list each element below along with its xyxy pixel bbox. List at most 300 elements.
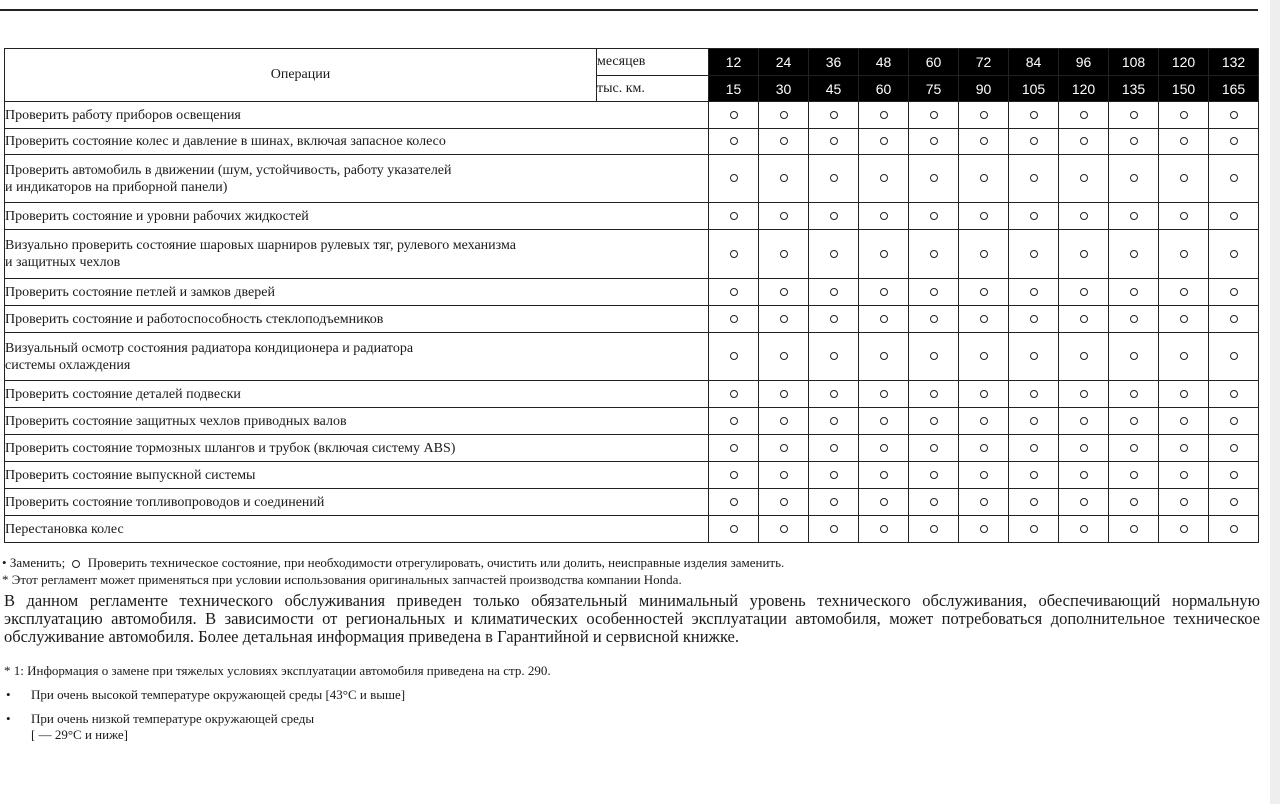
schedule-cell	[959, 230, 1009, 279]
schedule-cell	[759, 129, 809, 155]
schedule-cell	[759, 435, 809, 462]
months-value: 84	[1009, 49, 1059, 76]
schedule-cell	[809, 408, 859, 435]
operation-label	[5, 279, 709, 306]
check-circle-icon	[980, 352, 988, 360]
check-circle-icon	[1130, 174, 1138, 182]
schedule-cell	[759, 203, 809, 230]
check-circle-icon	[830, 352, 838, 360]
check-circle-icon	[930, 315, 938, 323]
check-circle-icon	[780, 315, 788, 323]
check-circle-icon	[780, 137, 788, 145]
check-circle-icon	[830, 444, 838, 452]
check-circle-icon	[1230, 212, 1238, 220]
check-circle-icon	[780, 288, 788, 296]
check-circle-icon	[1230, 315, 1238, 323]
schedule-cell	[1059, 381, 1109, 408]
schedule-cell	[859, 333, 909, 381]
schedule-cell	[1159, 129, 1209, 155]
schedule-cell	[1109, 306, 1159, 333]
km-value: 60	[859, 76, 909, 102]
schedule-cell	[1059, 155, 1109, 203]
page-edge	[1270, 0, 1280, 804]
check-circle-icon	[880, 525, 888, 533]
check-circle-icon	[880, 352, 888, 360]
schedule-cell	[809, 435, 859, 462]
check-circle-icon	[980, 471, 988, 479]
operation-label-line: и индикаторов на приборной панели)	[5, 179, 228, 195]
schedule-cell	[1009, 279, 1059, 306]
check-circle-icon	[1030, 250, 1038, 258]
operation-label	[5, 489, 709, 516]
main-paragraph: В данном регламенте технического обслуживания приведен только обязательный минимальный уровень технического обслуживания, обеспечивающий нормальную эксплуатацию автомобиля. В зависимости от региональных и климатических особенностей эксплуатации автомобиля, может потребоваться дополнительное техническое обслуживание автомобиля. Более детальная информация приведена в Гарантийной и сервисной книжке.	[4, 591, 1260, 646]
operation-label-line: Проверить состояние топливопроводов и соединений	[5, 494, 325, 510]
check-circle-icon	[1230, 525, 1238, 533]
schedule-cell	[1159, 155, 1209, 203]
schedule-cell	[1159, 333, 1209, 381]
schedule-cell	[859, 279, 909, 306]
operation-label-line: Перестановка колес	[5, 521, 124, 537]
schedule-cell	[909, 516, 959, 543]
schedule-cell	[859, 129, 909, 155]
replace-text: Заменить;	[9, 555, 66, 570]
bullet-symbol: •	[6, 687, 11, 702]
check-circle-icon	[880, 250, 888, 258]
schedule-cell	[709, 129, 759, 155]
check-circle-icon	[780, 250, 788, 258]
schedule-cell	[1209, 279, 1259, 306]
check-circle-icon	[1030, 471, 1038, 479]
operation-label	[5, 435, 709, 462]
check-circle-icon	[830, 525, 838, 533]
km-value: 30	[759, 76, 809, 102]
schedule-cell	[959, 279, 1009, 306]
bullet-low-temp-text: При очень низкой температуре окружающей среды	[31, 711, 315, 726]
schedule-cell	[1009, 516, 1059, 543]
km-value: 75	[909, 76, 959, 102]
check-circle-icon	[1180, 525, 1188, 533]
schedule-cell	[1109, 516, 1159, 543]
check-circle-icon	[1080, 174, 1088, 182]
legend-line-1	[0, 554, 1264, 571]
schedule-cell	[959, 102, 1009, 129]
check-circle-icon	[1230, 250, 1238, 258]
schedule-cell	[859, 408, 909, 435]
check-circle-icon	[1030, 212, 1038, 220]
schedule-cell	[759, 279, 809, 306]
bullet-symbol: •	[6, 711, 11, 726]
schedule-cell	[959, 381, 1009, 408]
check-circle-icon	[780, 212, 788, 220]
operation-label	[5, 381, 709, 408]
schedule-cell	[1109, 155, 1159, 203]
schedule-cell	[809, 306, 859, 333]
check-circle-icon	[1080, 417, 1088, 425]
schedule-cell	[1109, 102, 1159, 129]
check-circle-icon	[830, 288, 838, 296]
operation-label	[5, 408, 709, 435]
schedule-cell	[759, 381, 809, 408]
check-circle-icon	[980, 444, 988, 452]
schedule-cell	[1059, 333, 1109, 381]
schedule-cell	[1009, 306, 1059, 333]
schedule-cell	[1059, 462, 1109, 489]
maintenance-schedule-table	[4, 48, 1259, 543]
operation-label-line: и защитных чехлов	[5, 255, 121, 270]
schedule-cell	[1159, 516, 1209, 543]
check-circle-icon	[730, 417, 738, 425]
schedule-cell	[1209, 435, 1259, 462]
check-circle-icon	[1080, 498, 1088, 506]
months-value: 120	[1159, 49, 1209, 76]
schedule-cell	[1159, 408, 1209, 435]
schedule-cell	[1209, 489, 1259, 516]
check-circle-icon	[1180, 390, 1188, 398]
table-row	[5, 155, 1259, 203]
check-circle-icon	[1030, 417, 1038, 425]
check-circle-icon	[1130, 288, 1138, 296]
check-circle-icon	[730, 212, 738, 220]
check-circle-icon	[1130, 137, 1138, 145]
check-circle-icon	[72, 560, 80, 568]
schedule-cell	[959, 489, 1009, 516]
schedule-cell	[1109, 333, 1159, 381]
check-circle-icon	[1180, 315, 1188, 323]
schedule-cell	[709, 462, 759, 489]
schedule-cell	[759, 462, 809, 489]
check-circle-icon	[1030, 288, 1038, 296]
check-circle-icon	[780, 111, 788, 119]
operation-label	[5, 516, 709, 543]
check-circle-icon	[1130, 111, 1138, 119]
schedule-cell	[909, 306, 959, 333]
check-circle-icon	[880, 137, 888, 145]
schedule-cell	[1209, 102, 1259, 129]
schedule-cell	[1009, 230, 1059, 279]
schedule-cell	[859, 516, 909, 543]
schedule-cell	[959, 155, 1009, 203]
schedule-cell	[1109, 381, 1159, 408]
check-circle-icon	[780, 525, 788, 533]
table-row	[5, 102, 1259, 129]
check-circle-icon	[1080, 250, 1088, 258]
check-circle-icon	[830, 174, 838, 182]
schedule-cell	[859, 203, 909, 230]
schedule-cell	[709, 381, 759, 408]
schedule-cell	[809, 516, 859, 543]
months-value: 108	[1109, 49, 1159, 76]
schedule-cell	[1209, 516, 1259, 543]
schedule-cell	[759, 408, 809, 435]
check-circle-icon	[1180, 250, 1188, 258]
months-value: 72	[959, 49, 1009, 76]
km-value: 105	[1009, 76, 1059, 102]
schedule-cell	[909, 155, 959, 203]
check-circle-icon	[830, 315, 838, 323]
check-circle-icon	[1080, 111, 1088, 119]
check-circle-icon	[830, 471, 838, 479]
schedule-cell	[1009, 333, 1059, 381]
schedule-cell	[709, 102, 759, 129]
check-circle-icon	[780, 444, 788, 452]
check-circle-icon	[730, 525, 738, 533]
schedule-cell	[809, 155, 859, 203]
operation-label	[5, 155, 709, 203]
km-value: 120	[1059, 76, 1109, 102]
schedule-cell	[909, 230, 959, 279]
operation-label	[5, 333, 709, 381]
bullet-high-temp-text: При очень высокой температуре окружающей среды [43°C и выше]	[31, 687, 406, 702]
check-circle-icon	[880, 471, 888, 479]
check-circle-icon	[880, 212, 888, 220]
schedule-cell	[959, 408, 1009, 435]
check-circle-icon	[1030, 315, 1038, 323]
schedule-cell	[859, 230, 909, 279]
top-rule	[0, 9, 1258, 11]
schedule-cell	[1159, 381, 1209, 408]
check-circle-icon	[1180, 417, 1188, 425]
check-circle-icon	[1130, 315, 1138, 323]
schedule-cell	[1009, 435, 1059, 462]
table-row	[5, 516, 1259, 543]
schedule-cell	[709, 333, 759, 381]
operation-label	[5, 462, 709, 489]
schedule-cell	[1159, 489, 1209, 516]
schedule-cell	[709, 279, 759, 306]
replace-symbol: •	[2, 555, 7, 570]
check-circle-icon	[1180, 444, 1188, 452]
check-circle-icon	[1180, 498, 1188, 506]
check-circle-icon	[980, 212, 988, 220]
km-value: 150	[1159, 76, 1209, 102]
schedule-cell	[1159, 279, 1209, 306]
check-circle-icon	[1080, 471, 1088, 479]
check-circle-icon	[1080, 390, 1088, 398]
schedule-cell	[709, 155, 759, 203]
operation-label-line: Проверить работу приборов освещения	[5, 107, 241, 123]
schedule-cell	[1059, 516, 1109, 543]
schedule-cell	[909, 102, 959, 129]
check-circle-icon	[1030, 390, 1038, 398]
check-circle-icon	[1030, 525, 1038, 533]
schedule-cell	[1109, 462, 1159, 489]
schedule-cell	[709, 516, 759, 543]
table-row	[5, 333, 1259, 381]
schedule-cell	[709, 408, 759, 435]
schedule-cell	[1009, 408, 1059, 435]
check-circle-icon	[930, 137, 938, 145]
check-circle-icon	[830, 498, 838, 506]
schedule-cell	[859, 462, 909, 489]
schedule-cell	[759, 306, 809, 333]
schedule-cell	[1159, 306, 1209, 333]
schedule-cell	[759, 516, 809, 543]
table-row	[5, 230, 1259, 279]
check-circle-icon	[880, 174, 888, 182]
table-row	[5, 462, 1259, 489]
bullet-low-temp-text-2: [ — 29°C и ниже]	[31, 727, 128, 742]
schedule-cell	[909, 435, 959, 462]
schedule-cell	[1059, 489, 1109, 516]
km-value: 165	[1209, 76, 1259, 102]
check-circle-icon	[780, 471, 788, 479]
months-label: месяцев	[597, 49, 709, 76]
operation-label-line: Проверить состояние петлей и замков дверей	[5, 284, 275, 300]
check-circle-icon	[1180, 111, 1188, 119]
table-row	[5, 306, 1259, 333]
check-circle-icon	[930, 352, 938, 360]
check-circle-icon	[930, 288, 938, 296]
schedule-cell	[1059, 102, 1109, 129]
months-value: 48	[859, 49, 909, 76]
schedule-cell	[759, 333, 809, 381]
schedule-cell	[909, 129, 959, 155]
schedule-cell	[1159, 435, 1209, 462]
schedule-cell	[1109, 489, 1159, 516]
km-value: 90	[959, 76, 1009, 102]
schedule-cell	[1059, 230, 1109, 279]
check-circle-icon	[980, 525, 988, 533]
schedule-cell	[809, 129, 859, 155]
legend	[0, 554, 1264, 588]
schedule-cell	[1009, 381, 1059, 408]
check-circle-icon	[880, 111, 888, 119]
check-circle-icon	[980, 417, 988, 425]
check-circle-icon	[1230, 498, 1238, 506]
check-circle-icon	[730, 111, 738, 119]
schedule-cell	[1209, 203, 1259, 230]
check-circle-icon	[930, 525, 938, 533]
check-circle-icon	[1230, 288, 1238, 296]
table-row	[5, 408, 1259, 435]
schedule-cell	[1209, 381, 1259, 408]
operation-label-line: Визуальный осмотр состояния радиатора кондиционера и радиатора	[5, 340, 414, 356]
schedule-cell	[759, 230, 809, 279]
schedule-cell	[1159, 462, 1209, 489]
check-circle-icon	[1230, 111, 1238, 119]
schedule-cell	[959, 333, 1009, 381]
check-circle-icon	[730, 174, 738, 182]
check-circle-icon	[830, 250, 838, 258]
check-circle-icon	[1080, 315, 1088, 323]
check-circle-icon	[1230, 444, 1238, 452]
check-circle-icon	[730, 444, 738, 452]
check-circle-icon	[880, 315, 888, 323]
check-circle-icon	[930, 174, 938, 182]
check-circle-icon	[830, 417, 838, 425]
check-circle-icon	[1080, 212, 1088, 220]
operation-label	[5, 230, 709, 279]
check-circle-icon	[780, 498, 788, 506]
operation-label-line: Проверить состояние тормозных шлангов и трубок (включая систему ABS)	[5, 440, 456, 456]
operations-header: Операции	[5, 49, 597, 102]
check-circle-icon	[1130, 250, 1138, 258]
check-text: Проверить техническое состояние, при необходимости отрегулировать, очистить или долить, неисправные изделия заменить.	[87, 555, 785, 570]
check-circle-icon	[1030, 111, 1038, 119]
km-value: 15	[709, 76, 759, 102]
months-value: 36	[809, 49, 859, 76]
schedule-cell	[1009, 129, 1059, 155]
schedule-cell	[1109, 408, 1159, 435]
check-circle-icon	[1230, 390, 1238, 398]
schedule-cell	[909, 408, 959, 435]
check-circle-icon	[1180, 288, 1188, 296]
schedule-cell	[759, 155, 809, 203]
check-circle-icon	[930, 390, 938, 398]
table-row	[5, 489, 1259, 516]
schedule-cell	[759, 102, 809, 129]
check-circle-icon	[930, 498, 938, 506]
schedule-cell	[759, 489, 809, 516]
operation-label	[5, 203, 709, 230]
schedule-cell	[1109, 279, 1159, 306]
check-circle-icon	[1130, 212, 1138, 220]
check-circle-icon	[980, 111, 988, 119]
schedule-cell	[1209, 408, 1259, 435]
schedule-cell	[909, 203, 959, 230]
schedule-cell	[859, 306, 909, 333]
check-circle-icon	[1030, 498, 1038, 506]
check-circle-icon	[1030, 352, 1038, 360]
check-circle-icon	[880, 288, 888, 296]
months-value: 60	[909, 49, 959, 76]
schedule-cell	[1209, 333, 1259, 381]
schedule-cell	[709, 230, 759, 279]
footnote	[4, 662, 551, 680]
check-circle-icon	[1080, 525, 1088, 533]
check-circle-icon	[930, 444, 938, 452]
check-circle-icon	[1130, 417, 1138, 425]
check-circle-icon	[1080, 444, 1088, 452]
schedule-cell	[1059, 129, 1109, 155]
check-circle-icon	[730, 471, 738, 479]
check-circle-icon	[1030, 174, 1038, 182]
check-circle-icon	[1230, 417, 1238, 425]
check-circle-icon	[1180, 352, 1188, 360]
operation-label	[5, 129, 709, 155]
check-circle-icon	[1180, 212, 1188, 220]
schedule-cell	[1209, 306, 1259, 333]
schedule-cell	[909, 279, 959, 306]
schedule-cell	[959, 129, 1009, 155]
schedule-cell	[709, 435, 759, 462]
schedule-cell	[959, 516, 1009, 543]
operation-label-line: Проверить состояние и уровни рабочих жидкостей	[5, 208, 309, 224]
check-circle-icon	[1030, 137, 1038, 145]
schedule-cell	[1109, 129, 1159, 155]
schedule-cell	[959, 462, 1009, 489]
schedule-cell	[859, 381, 909, 408]
schedule-cell	[1059, 279, 1109, 306]
schedule-cell	[909, 489, 959, 516]
operation-label-line: Проверить автомобиль в движении (шум, устойчивость, работу указателей	[5, 162, 452, 178]
schedule-cell	[809, 102, 859, 129]
check-circle-icon	[980, 250, 988, 258]
check-circle-icon	[930, 471, 938, 479]
check-circle-icon	[830, 390, 838, 398]
check-circle-icon	[980, 498, 988, 506]
check-circle-icon	[730, 250, 738, 258]
operation-label	[5, 102, 709, 129]
check-circle-icon	[780, 174, 788, 182]
months-value: 24	[759, 49, 809, 76]
schedule-cell	[809, 489, 859, 516]
schedule-cell	[1059, 435, 1109, 462]
schedule-cell	[809, 462, 859, 489]
schedule-cell	[1009, 203, 1059, 230]
check-circle-icon	[780, 417, 788, 425]
months-value: 96	[1059, 49, 1109, 76]
